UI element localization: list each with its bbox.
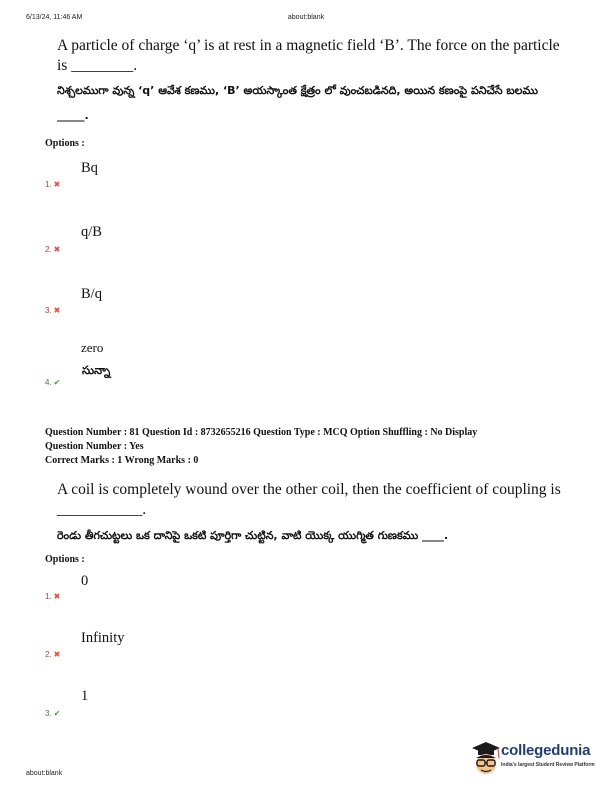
q2-option-2-text: Infinity <box>81 630 125 646</box>
question-2-meta-line-3: Correct Marks : 1 Wrong Marks : 0 <box>45 455 199 466</box>
q1-option-4-text: zero <box>81 340 104 355</box>
q2-option-1-number: 1. ✖ <box>45 592 61 601</box>
print-page-url: about:blank <box>287 14 325 21</box>
wrong-mark-icon: ✖ <box>53 306 61 315</box>
correct-check-icon: ✔ <box>53 709 61 718</box>
question-1-text-telugu: నిశ్చలముగా వున్న ‘q’ ఆవేశ కణము, ‘B’ అయస్కాంత క్షేత్రం లో వుంచబడినది, అయిన కణంపై పనిచేసే బలము _____. <box>57 84 538 122</box>
question-2-meta-line-1: Question Number : 81 Question Id : 8732655216 Question Type : MCQ Option Shuffling : No Display <box>45 427 478 438</box>
question-2-text-telugu: రెండు తీగచుట్టలు ఒక దానిపై ఒకటి పూర్తిగా చుట్టిన, వాటి యొక్క యుగ్మిత గుణకము ____. <box>57 529 449 542</box>
wrong-mark-icon: ✖ <box>53 592 61 601</box>
q1-option-3-number: 3. ✖ <box>45 306 61 315</box>
q1-option-3-text: B/q <box>81 286 102 302</box>
collegedunia-logo-name: collegedunia <box>501 742 591 759</box>
collegedunia-logo-tagline: India's largest Student Review Platform <box>501 762 595 768</box>
q1-option-2-text: q/B <box>81 224 102 240</box>
question-1-options-label: Options : <box>45 138 85 149</box>
q1-option-4-text-telugu: సున్నా <box>82 363 111 377</box>
q1-option-1-text: Bq <box>81 160 98 176</box>
print-timestamp: 6/13/24, 11:46 AM <box>26 14 83 21</box>
wrong-mark-icon: ✖ <box>53 245 61 254</box>
question-2-text-english: A coil is completely wound over the other coil, then the coefficient of coupling is ___________. <box>57 481 561 518</box>
print-footer-url: about:blank <box>26 770 63 777</box>
q2-option-1-text: 0 <box>81 573 89 589</box>
q2-option-3-number: 3. ✔ <box>45 709 61 718</box>
q2-option-2-number: 2. ✖ <box>45 650 61 659</box>
wrong-mark-icon: ✖ <box>53 180 61 189</box>
q1-option-4-number: 4. ✔ <box>45 378 61 387</box>
q2-option-3-text: 1 <box>81 688 89 704</box>
question-2-meta <box>45 426 575 468</box>
question-1-text-english: A particle of charge ‘q’ is at rest in a magnetic field ‘B’. The force on the particle is ________. <box>57 37 560 74</box>
wrong-mark-icon: ✖ <box>53 650 61 659</box>
q1-option-2-number: 2. ✖ <box>45 245 61 254</box>
correct-check-icon: ✔ <box>53 378 61 387</box>
question-2-options-label: Options : <box>45 554 85 565</box>
q1-option-1-number: 1. ✖ <box>45 180 61 189</box>
question-2-meta-line-2: Question Number : Yes <box>45 441 144 452</box>
